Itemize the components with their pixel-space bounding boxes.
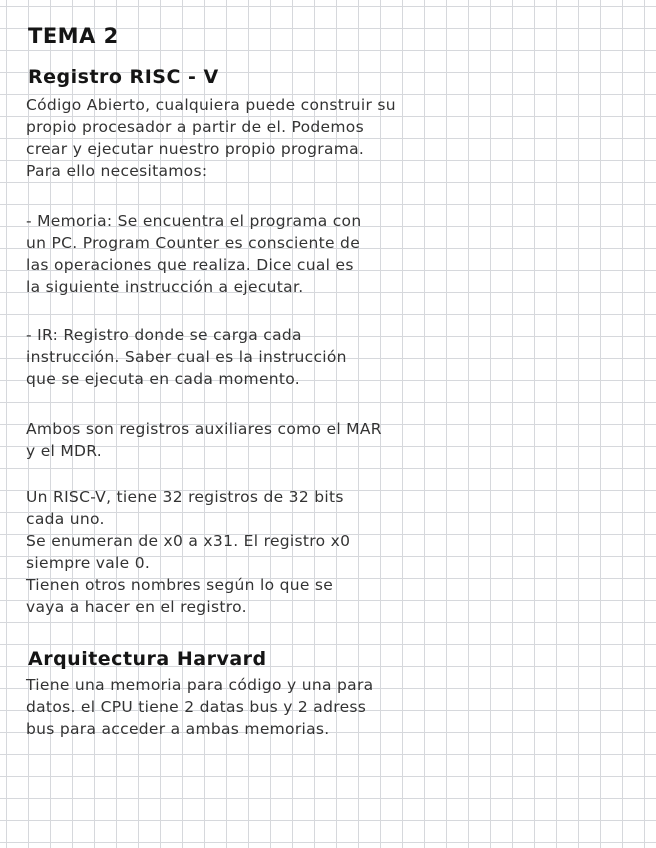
text-line: que se ejecuta en cada momento.: [26, 370, 301, 388]
text-line: Código Abierto, cualquiera puede construir su: [26, 96, 396, 114]
text-line: las operaciones que realiza. Dice cual es: [26, 256, 354, 274]
memoria-paragraph: [26, 210, 361, 298]
text-line: Para ello necesitamos:: [26, 162, 208, 180]
text-line: instrucción. Saber cual es la instrucción: [26, 348, 347, 366]
text-line: un PC. Program Counter es consciente de: [26, 234, 361, 252]
page-title: TEMA 2: [28, 24, 119, 48]
text-line: crear y ejecutar nuestro propio programa.: [26, 140, 365, 158]
text-line: cada uno.: [26, 510, 105, 528]
ambos-paragraph: [26, 418, 382, 462]
intro-paragraph: [26, 94, 396, 182]
text-line: - Memoria: Se encuentra el programa con: [26, 212, 362, 230]
text-line: Ambos son registros auxiliares como el MAR: [26, 420, 382, 438]
text-line: propio procesador a partir de el. Podemos: [26, 118, 364, 136]
text-line: siempre vale 0.: [26, 554, 151, 572]
text-line: Tiene una memoria para código y una para: [26, 676, 374, 694]
ir-paragraph: [26, 324, 347, 390]
text-line: la siguiente instrucción a ejecutar.: [26, 278, 304, 296]
harvard-paragraph: [26, 674, 373, 740]
text-line: Tienen otros nombres según lo que se: [26, 576, 334, 594]
text-line: datos. el CPU tiene 2 datas bus y 2 adress: [26, 698, 367, 716]
text-line: Un RISC-V, tiene 32 registros de 32 bits: [26, 488, 344, 506]
text-line: Se enumeran de x0 a x31. El registro x0: [26, 532, 351, 550]
registros-paragraph: [26, 486, 350, 618]
section-heading-harvard: Arquitectura Harvard: [28, 648, 267, 670]
section-heading-risc-v: Registro RISC - V: [28, 66, 219, 88]
text-line: bus para acceder a ambas memorias.: [26, 720, 330, 738]
text-line: y el MDR.: [26, 442, 103, 460]
text-line: vaya a hacer en el registro.: [26, 598, 247, 616]
text-line: - IR: Registro donde se carga cada: [26, 326, 302, 344]
